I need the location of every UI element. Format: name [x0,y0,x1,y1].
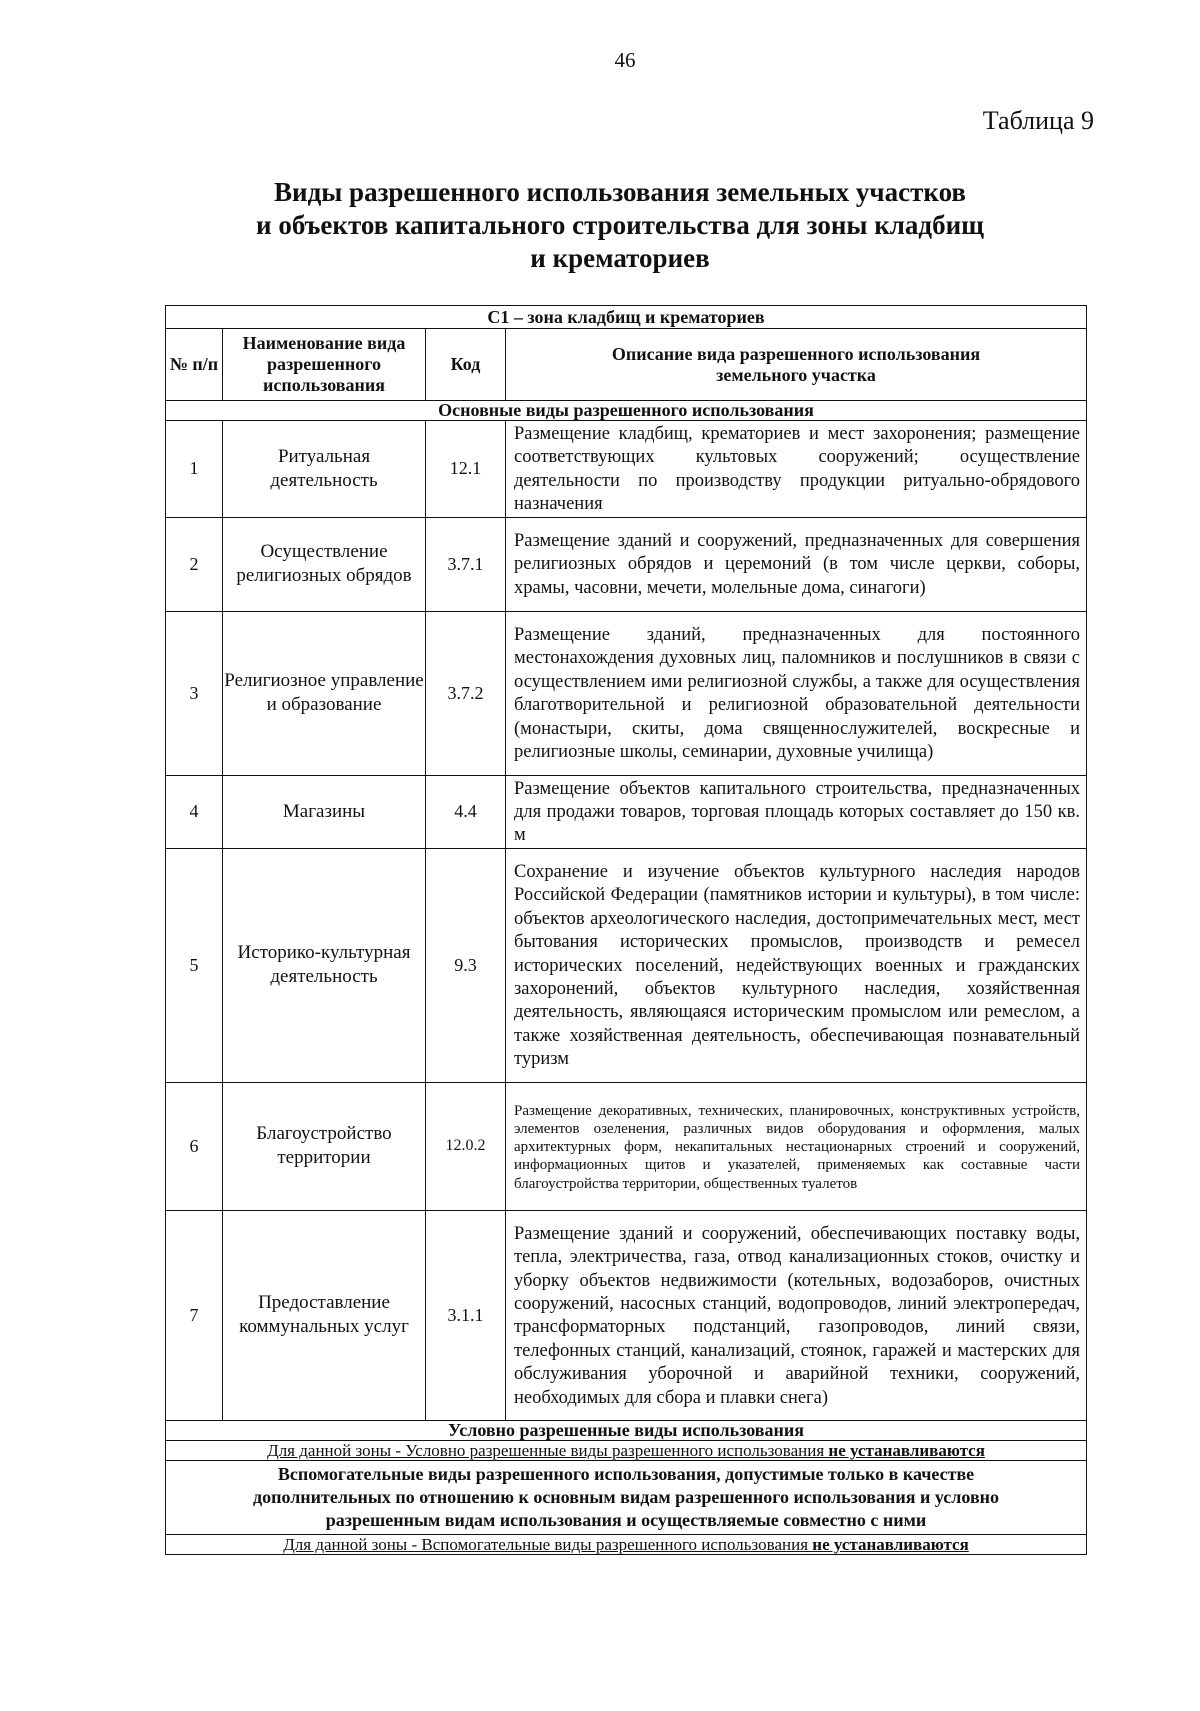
row-code: 3.1.1 [426,1210,506,1420]
table-row [166,421,1087,518]
conditional-note-text: Для данной зоны - Условно разрешенные виды разрешенного использования [267,1440,829,1460]
table-label: Таблица 9 [982,106,1094,135]
conditional-note-emphasis: не устанавливаются [828,1440,985,1460]
conditional-section-header: Условно разрешенные виды использования [166,1420,1087,1440]
auxiliary-note [166,1534,1087,1554]
row-description: Размещение зданий, предназначенных для постоянного местонахождения духовных лиц, паломников и послушников в связи с осуществлением ими религиозной службы, а также для осуществления благотворительной и религиозной образовательной деятельности (монастыри, скиты, дома священнослужителей, воскресные и религиозные школы, семинарии, духовные училища) [506,611,1087,775]
auxiliary-section-header: Вспомогательные виды разрешенного использования, допустимые только в качестве дополнительных по отношению к основным видам разрешенного использования и условно разрешенным видам использования и осуществляемые совместно с ними [166,1460,1087,1534]
row-description: Размещение зданий и сооружений, предназначенных для совершения религиозных обрядов и церемоний (в том числе церкви, соборы, храмы, часовни, мечети, молельные дома, синагоги) [506,517,1087,611]
row-description: Сохранение и изучение объектов культурного наследия народов Российской Федерации (памятников истории и культуры), в том числе: объектов археологического наследия, достопримечательных мест, мест бытования исторических промыслов, производств и ремесел исторических поселений, недействующих военных и гражданских захоронений, объектов культурного наследия, хозяйственная деятельность, являющаяся историческим промыслом или ремеслом, а также хозяйственная деятельность, обеспечивающая познавательный туризм [506,848,1087,1082]
zone-table [165,305,1087,1555]
table-row [166,611,1087,775]
title-line: Виды разрешенного использования земельных участков [274,177,966,207]
row-description: Размещение декоративных, технических, планировочных, конструктивных устройств, элементов озеленения, различных видов оборудования и оформления, малых архитектурных форм, некапитальных нестационарных строений и сооружений, информационных щитов и указателей, применяемых как составные части благоустройства территории, общественных туалетов [506,1082,1087,1210]
row-number: 3 [166,611,223,775]
row-name: Магазины [223,775,426,848]
conditional-note [166,1440,1087,1460]
table-row [166,848,1087,1082]
main-section-header: Основные виды разрешенного использования [166,401,1087,421]
row-number: 2 [166,517,223,611]
table-row [166,1082,1087,1210]
row-number: 5 [166,848,223,1082]
row-code: 4.4 [426,775,506,848]
row-code: 3.7.1 [426,517,506,611]
row-number: 1 [166,421,223,518]
row-name: Историко-культурная деятельность [223,848,426,1082]
row-number: 4 [166,775,223,848]
row-code: 12.1 [426,421,506,518]
row-name: Ритуальная деятельность [223,421,426,518]
row-name: Благоустройство территории [223,1082,426,1210]
auxiliary-note-text: Для данной зоны - Вспомогательные виды разрешенного использования [283,1534,813,1554]
row-name: Осуществление религиозных обрядов [223,517,426,611]
row-description: Размещение объектов капитального строительства, предназначенных для продажи товаров, торговая площадь которых составляет до 150 кв. м [506,775,1087,848]
column-header-num: № п/п [166,329,223,401]
row-description: Размещение зданий и сооружений, обеспечивающих поставку воды, тепла, электричества, газа, отвод канализационных стоков, очистку и уборку объектов недвижимости (котельных, водозаборов, очистных сооружений, насосных станций, водопроводов, линий электропередач, трансформаторных подстанций, газопроводов, линий связи, телефонных станций, канализаций, стоянок, гаражей и мастерских для обслуживания уборочной и аварийной техники, сооружений, необходимых для сбора и плавки снега) [506,1210,1087,1420]
column-header-code: Код [426,329,506,401]
document-title [200,176,1040,275]
row-code: 12.0.2 [426,1082,506,1210]
page-number: 46 [614,48,636,72]
column-header-description: Описание вида разрешенного использования земельного участка [506,329,1087,401]
row-name: Предоставление коммунальных услуг [223,1210,426,1420]
auxiliary-note-emphasis: не устанавливаются [812,1534,969,1554]
title-line: и крематориев [530,243,710,273]
row-name: Религиозное управление и образование [223,611,426,775]
row-number: 6 [166,1082,223,1210]
table-row [166,1210,1087,1420]
table-row [166,775,1087,848]
row-code: 3.7.2 [426,611,506,775]
column-header-name: Наименование вида разрешенного использования [223,329,426,401]
table-row [166,517,1087,611]
row-code: 9.3 [426,848,506,1082]
zone-header: С1 – зона кладбищ и крематориев [166,306,1087,329]
row-description: Размещение кладбищ, крематориев и мест захоронения; размещение соответствующих культовых сооружений; осуществление деятельности по производству продукции ритуально-обрядового назначения [506,421,1087,518]
row-number: 7 [166,1210,223,1420]
title-line: и объектов капитального строительства для зоны кладбищ [256,210,984,240]
